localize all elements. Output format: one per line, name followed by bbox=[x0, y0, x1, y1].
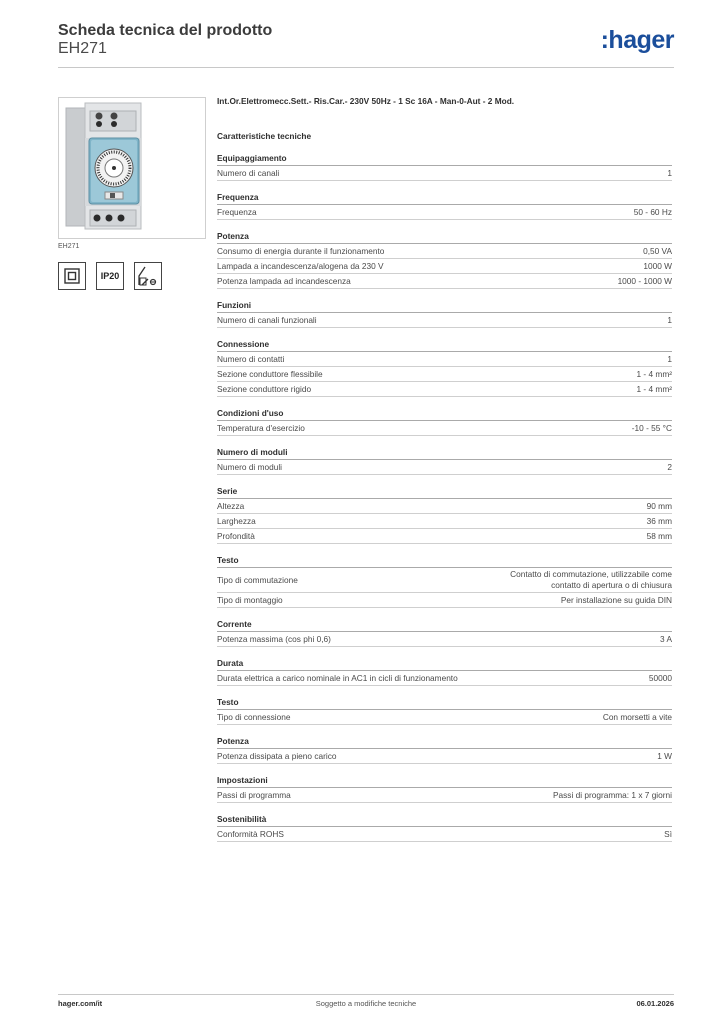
spec-value: 50 - 60 Hz bbox=[633, 207, 672, 217]
spec-value: Con morsetti a vite bbox=[602, 712, 672, 722]
spec-row bbox=[217, 166, 672, 181]
spec-row bbox=[217, 352, 672, 367]
spec-label: Consumo di energia durante il funzionamento bbox=[217, 246, 385, 256]
spec-value: 3 A bbox=[660, 634, 672, 644]
spec-section bbox=[217, 554, 672, 608]
spec-row bbox=[217, 632, 672, 647]
spec-label: Altezza bbox=[217, 501, 245, 511]
header-divider bbox=[58, 67, 674, 68]
spec-section bbox=[217, 152, 672, 181]
footer-date: 06.01.2026 bbox=[636, 999, 674, 1008]
footer-website: hager.com/it bbox=[58, 999, 103, 1008]
section-title: Impostazioni bbox=[217, 774, 672, 788]
spec-label: Tipo di montaggio bbox=[217, 595, 283, 605]
spec-value: 1 W bbox=[657, 751, 672, 761]
spec-section bbox=[217, 191, 672, 220]
spec-row bbox=[217, 514, 672, 529]
spec-row bbox=[217, 313, 672, 328]
spec-section bbox=[217, 735, 672, 764]
spec-section bbox=[217, 813, 672, 842]
spec-label: Frequenza bbox=[217, 207, 257, 217]
spec-label: Lampada a incandescenza/alogena da 230 V bbox=[217, 261, 384, 271]
spec-label: Sezione conduttore flessibile bbox=[217, 369, 323, 379]
spec-value: Per installazione su guida DIN bbox=[560, 595, 672, 605]
spec-value: -10 - 55 °C bbox=[631, 423, 672, 433]
spec-value: 1 bbox=[667, 354, 672, 364]
spec-label: Passi di programma bbox=[217, 790, 291, 800]
spec-value: 58 mm bbox=[646, 531, 672, 541]
section-title: Testo bbox=[217, 554, 672, 568]
spec-row bbox=[217, 367, 672, 382]
spec-row bbox=[217, 671, 672, 686]
spec-section bbox=[217, 338, 672, 397]
section-title: Corrente bbox=[217, 618, 672, 632]
spec-value: 1000 W bbox=[643, 261, 672, 271]
spec-value: 1 - 4 mm² bbox=[636, 384, 672, 394]
spec-row bbox=[217, 593, 672, 608]
spec-section bbox=[217, 230, 672, 289]
spec-section bbox=[217, 618, 672, 647]
spec-value: 1 bbox=[667, 315, 672, 325]
section-title: Numero di moduli bbox=[217, 446, 672, 460]
section-title: Funzioni bbox=[217, 299, 672, 313]
spec-label: Tipo di connessione bbox=[217, 712, 291, 722]
section-title: Equipaggiamento bbox=[217, 152, 672, 166]
product-description: Int.Or.Elettromecc.Sett.- Ris.Car.- 230V 50Hz - 1 Sc 16A - Man-0-Aut - 2 Mod. bbox=[217, 96, 515, 106]
spec-section bbox=[217, 657, 672, 686]
section-title: Potenza bbox=[217, 230, 672, 244]
timer-switch-illustration bbox=[59, 98, 205, 238]
spec-value: 1 bbox=[667, 168, 672, 178]
spec-section bbox=[217, 446, 672, 475]
section-title: Durata bbox=[217, 657, 672, 671]
spec-label: Conformità ROHS bbox=[217, 829, 284, 839]
din-rail-mounting-icon bbox=[134, 262, 162, 290]
spec-section bbox=[217, 299, 672, 328]
spec-section bbox=[217, 407, 672, 436]
section-title: Testo bbox=[217, 696, 672, 710]
spec-row bbox=[217, 710, 672, 725]
image-caption: EH271 bbox=[58, 243, 80, 250]
ip20-label: IP20 bbox=[100, 271, 120, 281]
spec-value: 50000 bbox=[648, 673, 672, 683]
spec-row bbox=[217, 499, 672, 514]
section-title: Condizioni d'uso bbox=[217, 407, 672, 421]
spec-label: Sezione conduttore rigido bbox=[217, 384, 312, 394]
spec-row bbox=[217, 205, 672, 220]
spec-value: 1 - 4 mm² bbox=[636, 369, 672, 379]
spec-sections bbox=[217, 152, 672, 842]
section-title: Connessione bbox=[217, 338, 672, 352]
spec-row bbox=[217, 382, 672, 397]
page-footer bbox=[58, 999, 674, 1011]
hager-logo: :hager bbox=[600, 26, 674, 54]
spec-value: 2 bbox=[667, 462, 672, 472]
spec-section bbox=[217, 774, 672, 803]
spec-row bbox=[217, 259, 672, 274]
spec-label: Temperatura d'esercizio bbox=[217, 423, 305, 433]
tech-specs bbox=[217, 94, 672, 852]
spec-value: 0,50 VA bbox=[643, 246, 672, 256]
spec-row bbox=[217, 274, 672, 289]
double-insulation-icon bbox=[58, 262, 86, 290]
tech-specs-title: Caratteristiche tecniche bbox=[217, 131, 312, 141]
spec-label: Tipo di commutazione bbox=[217, 574, 298, 585]
spec-section bbox=[217, 696, 672, 725]
section-title: Potenza bbox=[217, 735, 672, 749]
footer-divider bbox=[58, 994, 674, 995]
spec-value: Passi di programma: 1 x 7 giorni bbox=[553, 790, 672, 800]
spec-label: Potenza dissipata a pieno carico bbox=[217, 751, 337, 761]
spec-value: Contatto di commutazione, utilizzabile come contatto di apertura o di chiusura bbox=[510, 569, 672, 590]
spec-value: 90 mm bbox=[646, 501, 672, 511]
spec-row bbox=[217, 421, 672, 436]
spec-label: Durata elettrica a carico nominale in AC1 in cicli di funzionamento bbox=[217, 673, 458, 683]
spec-label: Numero di moduli bbox=[217, 462, 283, 472]
spec-row bbox=[217, 244, 672, 259]
section-title: Frequenza bbox=[217, 191, 672, 205]
spec-row bbox=[217, 788, 672, 803]
spec-row bbox=[217, 749, 672, 764]
spec-section bbox=[217, 485, 672, 544]
spec-label: Numero di canali funzionali bbox=[217, 315, 317, 325]
spec-label: Potenza lampada ad incandescenza bbox=[217, 276, 351, 286]
section-title: Serie bbox=[217, 485, 672, 499]
spec-label: Profondità bbox=[217, 531, 255, 541]
spec-value: Sì bbox=[664, 829, 672, 839]
spec-label: Numero di canali bbox=[217, 168, 280, 178]
page-title: Scheda tecnica del prodotto bbox=[58, 22, 273, 39]
spec-row bbox=[217, 568, 672, 593]
spec-label: Numero di contatti bbox=[217, 354, 285, 364]
product-code: EH271 bbox=[58, 40, 107, 57]
ip20-icon bbox=[96, 262, 124, 290]
section-title: Sostenibilità bbox=[217, 813, 672, 827]
spec-row bbox=[217, 460, 672, 475]
spec-label: Larghezza bbox=[217, 516, 256, 526]
footer-note: Soggetto a modifiche tecniche bbox=[315, 999, 417, 1008]
spec-row bbox=[217, 529, 672, 544]
spec-row bbox=[217, 827, 672, 842]
spec-label: Potenza massima (cos phi 0,6) bbox=[217, 634, 331, 644]
page-header bbox=[58, 20, 674, 66]
spec-value: 1000 - 1000 W bbox=[617, 276, 672, 286]
spec-value: 36 mm bbox=[646, 516, 672, 526]
product-image bbox=[58, 97, 206, 239]
